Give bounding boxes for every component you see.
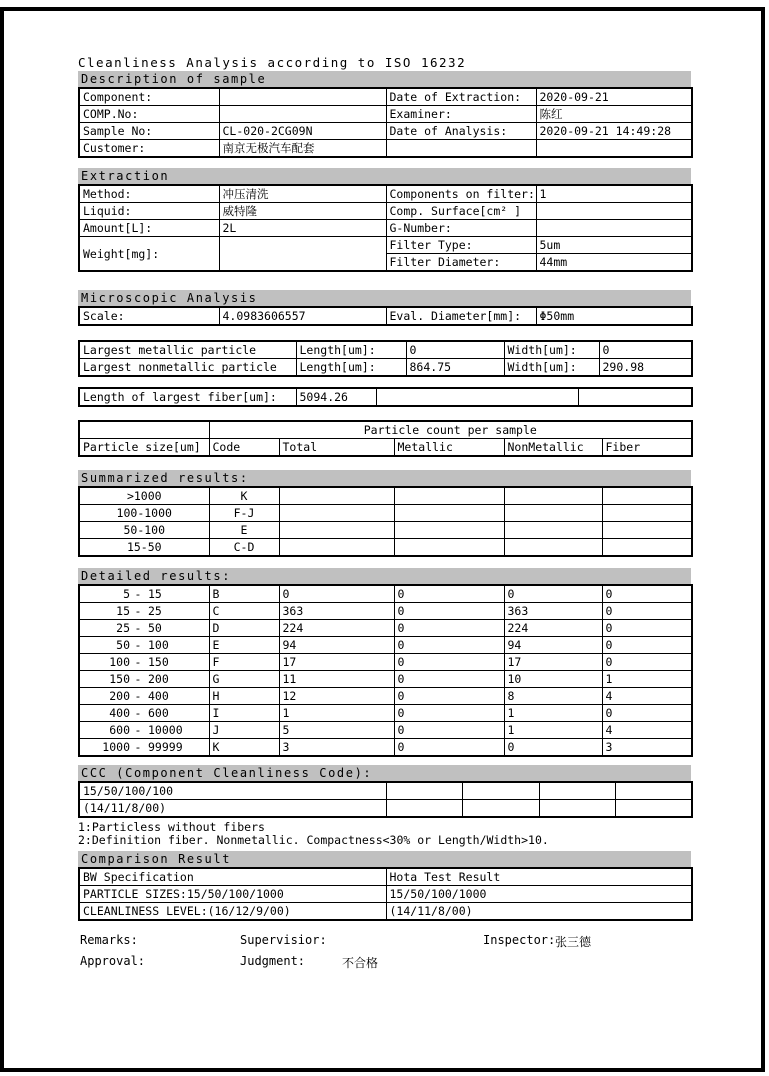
range-from: 100 — [109, 655, 130, 669]
table-row — [79, 886, 692, 903]
empty-cell — [386, 782, 462, 800]
total-cell: 17 — [279, 654, 394, 671]
nonmetallic-cell — [504, 539, 602, 557]
section-header-summarized: Summarized results: — [78, 470, 691, 486]
size-range — [79, 620, 209, 637]
largest-metallic-label: Largest metallic particle — [79, 341, 296, 359]
length-label: Length[um]: — [296, 359, 406, 377]
metallic-cell: 0 — [394, 620, 504, 637]
largest-fiber-label: Length of largest fiber[um]: — [79, 388, 296, 406]
range-from: 25 — [116, 621, 130, 635]
range-to: 15 — [148, 587, 162, 601]
fiber-cell: 4 — [602, 722, 692, 739]
empty-cell — [79, 421, 209, 439]
section-header-ccc: CCC (Component Cleanliness Code): — [78, 765, 691, 781]
column-header-metallic: Metallic — [394, 439, 504, 457]
metallic-cell: 0 — [394, 637, 504, 654]
table-row — [79, 237, 692, 254]
table-row — [79, 671, 692, 688]
table-row — [79, 654, 692, 671]
range-dash: - — [134, 672, 142, 686]
eval-diameter-value: Φ50mm — [536, 307, 692, 325]
remarks-label: Remarks: — [80, 933, 138, 947]
metallic-cell: 0 — [394, 739, 504, 757]
range-to: 150 — [148, 655, 169, 669]
nonmetallic-cell: 224 — [504, 620, 602, 637]
nonmetallic-cell: 0 — [504, 585, 602, 603]
nonmetallic-cell — [504, 522, 602, 539]
ccc-table — [78, 781, 693, 818]
range-to: 200 — [148, 672, 169, 686]
range-to: 600 — [148, 706, 169, 720]
sample-no-label: Sample No: — [79, 123, 219, 140]
size-range — [79, 654, 209, 671]
nonmetallic-cell: 8 — [504, 688, 602, 705]
code-cell: H — [209, 688, 279, 705]
judgment-label: Judgment: — [240, 954, 306, 968]
table-row — [79, 359, 692, 377]
table-row — [79, 123, 692, 140]
fiber-cell — [602, 505, 692, 522]
total-cell: 11 — [279, 671, 394, 688]
total-cell: 224 — [279, 620, 394, 637]
empty-cell — [386, 140, 536, 158]
column-header-code: Code — [209, 439, 279, 457]
total-cell — [279, 522, 394, 539]
judgment-value: 不合格 — [342, 956, 379, 970]
components-on-filter-label: Components on filter: — [386, 185, 536, 203]
ccc-level-value: (14/11/8/00) — [79, 800, 386, 818]
nonmetallic-cell — [504, 505, 602, 522]
column-header-size: Particle size[um] — [79, 439, 209, 457]
particle-count-span-header: Particle count per sample — [209, 421, 692, 439]
range-to: 10000 — [148, 723, 183, 737]
hota-test-result-header: Hota Test Result — [386, 868, 692, 886]
examiner-value: 陈红 — [536, 106, 692, 123]
empty-cell — [462, 800, 539, 818]
fiber-cell — [602, 522, 692, 539]
comp-surface-value — [536, 203, 692, 220]
table-row — [79, 903, 692, 921]
table-row — [79, 782, 692, 800]
range-from: 200 — [109, 689, 130, 703]
code-cell: F — [209, 654, 279, 671]
code-cell: B — [209, 585, 279, 603]
scale-label: Scale: — [79, 307, 219, 325]
fiber-cell: 0 — [602, 705, 692, 722]
table-row — [79, 739, 692, 757]
g-number-value — [536, 220, 692, 237]
length-label: Length[um]: — [296, 341, 406, 359]
table-row — [79, 539, 692, 557]
code-cell: D — [209, 620, 279, 637]
sample-no-value: CL-020-2CG09N — [219, 123, 386, 140]
column-header-fiber: Fiber — [602, 439, 692, 457]
range-dash: - — [134, 604, 142, 618]
code-cell: K — [209, 739, 279, 757]
empty-cell — [376, 388, 578, 406]
table-row — [79, 800, 692, 818]
table-row — [79, 421, 692, 439]
filter-type-label: Filter Type: — [386, 237, 536, 254]
section-header-comparison: Comparison Result — [78, 851, 691, 867]
fiber-cell — [602, 539, 692, 557]
comp-no-label: COMP.No: — [79, 106, 219, 123]
table-row — [79, 522, 692, 539]
filter-diameter-label: Filter Diameter: — [386, 254, 536, 272]
metallic-cell — [394, 522, 504, 539]
method-value: 冲压清洗 — [219, 185, 386, 203]
table-row — [79, 868, 692, 886]
empty-cell — [615, 800, 692, 818]
largest-particle-table — [78, 340, 693, 377]
report-title: Cleanliness Analysis according to ISO 16232 — [78, 55, 467, 70]
spec-particle-sizes: PARTICLE SIZES:15/50/100/1000 — [79, 886, 386, 903]
range-from: 5 — [123, 587, 130, 601]
fiber-cell: 0 — [602, 620, 692, 637]
weight-value — [219, 237, 386, 272]
weight-label: Weight[mg]: — [79, 237, 219, 272]
footer-row-2 — [78, 954, 691, 975]
code-cell: F-J — [209, 505, 279, 522]
size-range — [79, 637, 209, 654]
code-cell: C — [209, 603, 279, 620]
code-cell: C-D — [209, 539, 279, 557]
code-cell: E — [209, 637, 279, 654]
largest-fiber-table — [78, 387, 693, 407]
largest-metallic-width-value: 0 — [599, 341, 692, 359]
table-row — [79, 88, 692, 106]
size-range: 15-50 — [79, 539, 209, 557]
size-range — [79, 705, 209, 722]
range-dash: - — [134, 655, 142, 669]
largest-fiber-value: 5094.26 — [296, 388, 376, 406]
metallic-cell: 0 — [394, 671, 504, 688]
largest-nonmetallic-label: Largest nonmetallic particle — [79, 359, 296, 377]
table-row — [79, 388, 692, 406]
scale-value: 4.0983606557 — [219, 307, 386, 325]
size-range — [79, 671, 209, 688]
ccc-note-2: 2:Definition fiber. Nonmetallic. Compactness<30% or Length/Width>10. — [78, 833, 549, 847]
range-to: 99999 — [148, 740, 183, 754]
metallic-cell — [394, 505, 504, 522]
range-dash: - — [134, 740, 142, 754]
range-dash: - — [134, 621, 142, 635]
inspector-value: 张三德 — [555, 935, 592, 949]
range-from: 400 — [109, 706, 130, 720]
table-row — [79, 140, 692, 158]
date-of-analysis-label: Date of Analysis: — [386, 123, 536, 140]
range-from: 15 — [116, 604, 130, 618]
empty-cell — [386, 800, 462, 818]
range-to: 25 — [148, 604, 162, 618]
metallic-cell — [394, 487, 504, 505]
range-from: 1000 — [102, 740, 130, 754]
fiber-cell: 1 — [602, 671, 692, 688]
range-to: 400 — [148, 689, 169, 703]
total-cell: 5 — [279, 722, 394, 739]
range-dash: - — [134, 723, 142, 737]
fiber-cell: 0 — [602, 585, 692, 603]
examiner-label: Examiner: — [386, 106, 536, 123]
largest-nonmetallic-length-value: 864.75 — [406, 359, 504, 377]
metallic-cell: 0 — [394, 654, 504, 671]
metallic-cell: 0 — [394, 603, 504, 620]
customer-value: 南京无极汽车配套 — [219, 140, 386, 158]
size-range — [79, 688, 209, 705]
total-cell: 94 — [279, 637, 394, 654]
nonmetallic-cell: 1 — [504, 705, 602, 722]
metallic-cell — [394, 539, 504, 557]
summarized-table — [78, 486, 693, 557]
approval-label: Approval: — [80, 954, 146, 968]
signature-block — [78, 933, 691, 975]
total-cell: 3 — [279, 739, 394, 757]
bw-specification-header: BW Specification — [79, 868, 386, 886]
nonmetallic-cell: 17 — [504, 654, 602, 671]
table-row — [79, 705, 692, 722]
comparison-table — [78, 867, 693, 921]
nonmetallic-cell: 0 — [504, 739, 602, 757]
result-particle-sizes: 15/50/100/1000 — [386, 886, 692, 903]
table-row — [79, 439, 692, 457]
nonmetallic-cell: 1 — [504, 722, 602, 739]
table-row — [79, 307, 692, 325]
ccc-code-value: 15/50/100/100 — [79, 782, 386, 800]
footer-row-1 — [78, 933, 691, 954]
empty-cell — [539, 782, 615, 800]
empty-cell — [539, 800, 615, 818]
fiber-cell: 0 — [602, 603, 692, 620]
method-label: Method: — [79, 185, 219, 203]
component-value — [219, 88, 386, 106]
table-row — [79, 185, 692, 203]
customer-label: Customer: — [79, 140, 219, 158]
table-row — [79, 341, 692, 359]
size-range: >1000 — [79, 487, 209, 505]
table-row — [79, 203, 692, 220]
total-cell — [279, 487, 394, 505]
table-row — [79, 603, 692, 620]
amount-label: Amount[L]: — [79, 220, 219, 237]
supervisor-label: Supervisior: — [240, 933, 327, 947]
nonmetallic-cell — [504, 487, 602, 505]
code-cell: G — [209, 671, 279, 688]
liquid-label: Liquid: — [79, 203, 219, 220]
range-from: 150 — [109, 672, 130, 686]
section-header-description: Description of sample — [78, 71, 691, 87]
empty-cell — [615, 782, 692, 800]
comp-surface-label: Comp. Surface[cm² ] — [386, 203, 536, 220]
section-header-detailed: Detailed results: — [78, 568, 691, 584]
size-range: 50-100 — [79, 522, 209, 539]
width-label: Width[um]: — [504, 359, 599, 377]
fiber-cell: 4 — [602, 688, 692, 705]
fiber-cell: 3 — [602, 739, 692, 757]
amount-value: 2L — [219, 220, 386, 237]
table-row — [79, 487, 692, 505]
range-to: 100 — [148, 638, 169, 652]
code-cell: I — [209, 705, 279, 722]
filter-type-value: 5um — [536, 237, 692, 254]
size-range — [79, 603, 209, 620]
inspector-label: Inspector: — [483, 933, 556, 947]
width-label: Width[um]: — [504, 341, 599, 359]
section-header-extraction: Extraction — [78, 168, 691, 184]
date-of-extraction-value: 2020-09-21 — [536, 88, 692, 106]
empty-cell — [462, 782, 539, 800]
components-on-filter-value: 1 — [536, 185, 692, 203]
largest-nonmetallic-width-value: 290.98 — [599, 359, 692, 377]
section-header-microscopic: Microscopic Analysis — [78, 290, 691, 306]
empty-cell — [578, 388, 692, 406]
comp-no-value — [219, 106, 386, 123]
total-cell — [279, 539, 394, 557]
date-of-extraction-label: Date of Extraction: — [386, 88, 536, 106]
total-cell: 1 — [279, 705, 394, 722]
nonmetallic-cell: 363 — [504, 603, 602, 620]
column-header-nonmetallic: NonMetallic — [504, 439, 602, 457]
table-row — [79, 620, 692, 637]
spec-cleanliness-level: CLEANLINESS LEVEL:(16/12/9/00) — [79, 903, 386, 921]
size-range — [79, 722, 209, 739]
metallic-cell: 0 — [394, 688, 504, 705]
size-range — [79, 585, 209, 603]
table-row — [79, 637, 692, 654]
total-cell: 0 — [279, 585, 394, 603]
code-cell: E — [209, 522, 279, 539]
largest-metallic-length-value: 0 — [406, 341, 504, 359]
fiber-cell — [602, 487, 692, 505]
report-page — [78, 55, 691, 975]
metallic-cell: 0 — [394, 722, 504, 739]
range-dash: - — [134, 689, 142, 703]
detailed-table — [78, 584, 693, 757]
table-row — [79, 106, 692, 123]
metallic-cell: 0 — [394, 585, 504, 603]
total-cell: 363 — [279, 603, 394, 620]
date-of-analysis-value: 2020-09-21 14:49:28 — [536, 123, 692, 140]
size-range — [79, 739, 209, 757]
result-cleanliness-level: (14/11/8/00) — [386, 903, 692, 921]
range-from: 50 — [116, 638, 130, 652]
fiber-cell: 0 — [602, 654, 692, 671]
table-row — [79, 585, 692, 603]
range-dash: - — [134, 706, 142, 720]
total-cell — [279, 505, 394, 522]
nonmetallic-cell: 10 — [504, 671, 602, 688]
nonmetallic-cell: 94 — [504, 637, 602, 654]
component-label: Component: — [79, 88, 219, 106]
table-row — [79, 688, 692, 705]
eval-diameter-label: Eval. Diameter[mm]: — [386, 307, 536, 325]
liquid-value: 威特隆 — [219, 203, 386, 220]
filter-diameter-value: 44mm — [536, 254, 692, 272]
metallic-cell: 0 — [394, 705, 504, 722]
extraction-table — [78, 184, 693, 272]
empty-cell — [536, 140, 692, 158]
table-row — [79, 722, 692, 739]
ccc-note-1: 1:Particless without fibers — [78, 820, 265, 834]
g-number-label: G-Number: — [386, 220, 536, 237]
range-from: 600 — [109, 723, 130, 737]
table-row — [79, 220, 692, 237]
range-dash: - — [134, 587, 142, 601]
particle-count-header-table — [78, 420, 693, 457]
description-table — [78, 87, 693, 158]
size-range: 100-1000 — [79, 505, 209, 522]
fiber-cell: 0 — [602, 637, 692, 654]
range-dash: - — [134, 638, 142, 652]
code-cell: J — [209, 722, 279, 739]
code-cell: K — [209, 487, 279, 505]
microscopic-table — [78, 306, 693, 326]
column-header-total: Total — [279, 439, 394, 457]
total-cell: 12 — [279, 688, 394, 705]
table-row — [79, 505, 692, 522]
range-to: 50 — [148, 621, 162, 635]
